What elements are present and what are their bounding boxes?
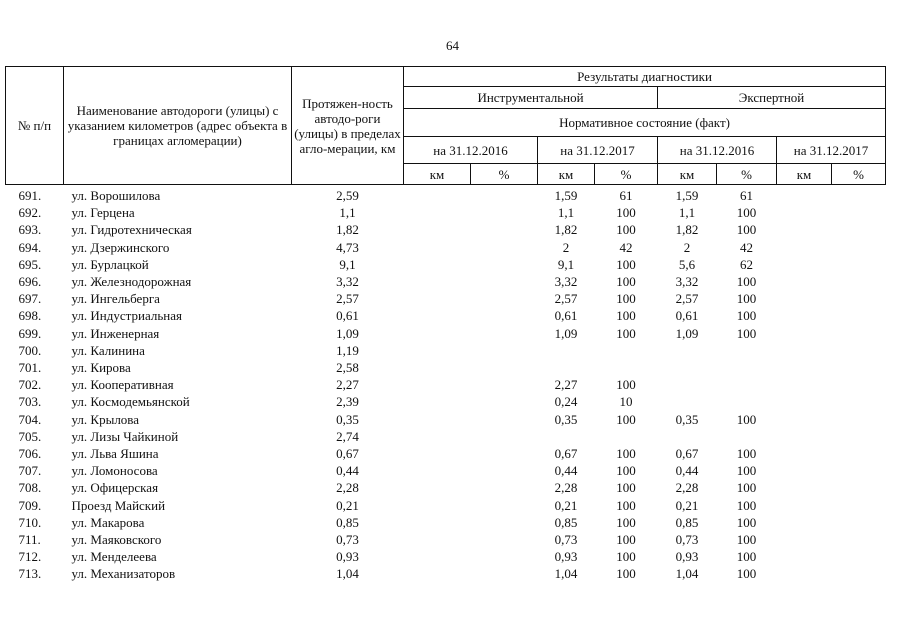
row-number: 704. <box>18 411 42 427</box>
expert-2017-km <box>777 445 832 462</box>
row-number: 708. <box>18 480 42 496</box>
row-number: 712. <box>18 549 42 565</box>
expert-2017-km <box>777 565 832 582</box>
road-length: 0,35 <box>336 411 359 427</box>
street-name: ул. Герцена <box>71 205 135 221</box>
expert-2016-pct: 100 <box>736 566 757 582</box>
row-number: 701. <box>18 360 42 376</box>
instr-2016-km <box>404 514 471 531</box>
table-row <box>6 531 886 548</box>
expert-2017-km <box>777 514 832 531</box>
road-length: 1,19 <box>336 342 359 358</box>
street-name: ул. Дзержинского <box>71 239 170 255</box>
expert-2017-km <box>777 411 832 428</box>
expert-2016-pct: 62 <box>740 256 753 272</box>
instr-2016-pct <box>471 185 538 205</box>
instr-2017-pct: 61 <box>619 188 633 203</box>
table-row <box>6 185 886 205</box>
instr-2017-km: 0,24 <box>554 394 578 410</box>
instr-2016-pct <box>471 428 538 445</box>
table-header <box>6 67 886 185</box>
street-name: ул. Кирова <box>71 360 131 376</box>
header-unit: км <box>538 164 595 185</box>
table-row <box>6 497 886 514</box>
road-length: 2,58 <box>336 360 359 376</box>
table-row <box>6 376 886 393</box>
expert-2017-pct <box>832 376 886 393</box>
road-length: 0,21 <box>336 497 359 513</box>
expert-2017-pct <box>832 445 886 462</box>
expert-2016-pct: 100 <box>736 446 757 462</box>
instr-2016-km <box>404 531 471 548</box>
instr-2016-pct <box>471 479 538 496</box>
row-number: 713. <box>18 566 42 582</box>
expert-2016-km: 0,21 <box>675 497 699 513</box>
instr-2016-km <box>404 273 471 290</box>
instr-2017-km: 2 <box>562 239 570 255</box>
instr-2017-km: 0,21 <box>554 497 578 513</box>
instr-2016-km <box>404 393 471 410</box>
expert-2017-pct <box>832 185 886 205</box>
street-name: ул. Механизаторов <box>71 566 176 582</box>
street-name: ул. Маяковского <box>71 532 162 548</box>
expert-2016-km <box>658 342 717 359</box>
expert-2016-km: 0,93 <box>675 549 699 565</box>
row-number: 699. <box>18 325 42 341</box>
table-row <box>6 428 886 445</box>
expert-2017-km <box>777 393 832 410</box>
road-length: 0,67 <box>336 446 359 462</box>
table-row <box>6 290 886 307</box>
expert-2017-pct <box>832 428 886 445</box>
expert-2016-km: 1,04 <box>675 566 699 582</box>
instr-2016-km <box>404 256 471 273</box>
instr-2017-km: 3,32 <box>554 274 578 290</box>
instr-2016-pct <box>471 221 538 238</box>
instr-2016-km <box>404 221 471 238</box>
instr-2016-km <box>404 428 471 445</box>
instr-2017-pct: 100 <box>616 411 636 427</box>
instr-2016-km <box>404 325 471 342</box>
row-number: 694. <box>18 239 42 255</box>
table-row <box>6 479 886 496</box>
instr-2017-pct: 100 <box>616 497 636 513</box>
instr-2017-km: 2,28 <box>554 480 578 496</box>
instr-2016-pct <box>471 359 538 376</box>
table-row <box>6 445 886 462</box>
row-number: 710. <box>18 514 42 530</box>
expert-2016-pct: 100 <box>736 205 757 221</box>
table-row <box>6 462 886 479</box>
instr-2016-km <box>404 445 471 462</box>
header-date: на 31.12.2016 <box>658 137 777 164</box>
instr-2017-pct <box>595 359 658 376</box>
expert-2016-km: 2,28 <box>675 480 699 496</box>
table-row <box>6 239 886 256</box>
instr-2017-pct: 100 <box>616 325 636 341</box>
expert-2017-km <box>777 462 832 479</box>
row-number: 703. <box>18 394 42 410</box>
instr-2017-pct: 100 <box>616 532 636 548</box>
expert-2016-km: 5,6 <box>678 256 696 272</box>
expert-2016-km <box>658 359 717 376</box>
row-number: 698. <box>18 308 42 324</box>
instr-2017-pct: 100 <box>616 566 636 582</box>
road-length: 0,44 <box>336 463 359 479</box>
instr-2016-pct <box>471 514 538 531</box>
instr-2017-km: 9,1 <box>557 256 575 272</box>
expert-2016-pct: 100 <box>736 549 757 565</box>
instr-2017-pct: 100 <box>616 514 636 530</box>
instr-2017-pct <box>595 428 658 445</box>
header-date: на 31.12.2017 <box>538 137 658 164</box>
expert-2017-pct <box>832 359 886 376</box>
instr-2016-pct <box>471 445 538 462</box>
header-expert: Экспертной <box>658 87 886 109</box>
expert-2017-pct <box>832 342 886 359</box>
expert-2016-km <box>658 376 717 393</box>
expert-2016-pct: 100 <box>736 325 757 341</box>
road-length: 9,1 <box>339 256 356 272</box>
instr-2016-km <box>404 479 471 496</box>
expert-2017-pct <box>832 239 886 256</box>
expert-2017-pct <box>832 221 886 238</box>
table-row <box>6 411 886 428</box>
header-unit: % <box>717 164 777 185</box>
street-name: ул. Гидротехническая <box>71 222 192 238</box>
road-length: 0,93 <box>336 549 359 565</box>
instr-2016-pct <box>471 204 538 221</box>
instr-2017-km: 0,85 <box>554 514 578 530</box>
expert-2017-km <box>777 221 832 238</box>
instr-2016-pct <box>471 307 538 324</box>
instr-2017-pct <box>595 342 658 359</box>
road-length: 0,61 <box>336 308 359 324</box>
street-name: ул. Калинина <box>71 342 145 358</box>
instr-2016-pct <box>471 393 538 410</box>
road-length: 2,74 <box>336 428 359 444</box>
header-unit: км <box>658 164 717 185</box>
expert-2016-pct: 100 <box>736 463 757 479</box>
expert-2016-km: 1,82 <box>675 222 699 238</box>
instr-2017-km: 1,59 <box>554 188 578 203</box>
expert-2017-pct <box>832 307 886 324</box>
instr-2016-pct <box>471 342 538 359</box>
page-number: 64 <box>446 38 459 53</box>
instr-2017-pct: 100 <box>616 222 636 238</box>
instr-2017-pct: 100 <box>616 205 636 221</box>
instr-2016-pct <box>471 290 538 307</box>
row-number: 697. <box>18 291 42 307</box>
table-row <box>6 273 886 290</box>
header-normative: Нормативное состояние (факт) <box>404 109 886 137</box>
road-length: 1,1 <box>339 205 356 221</box>
expert-2016-km: 2 <box>683 239 691 255</box>
expert-2017-pct <box>832 256 886 273</box>
instr-2017-km <box>538 342 595 359</box>
expert-2017-km <box>777 290 832 307</box>
street-name: Проезд Майский <box>71 497 166 513</box>
expert-2016-pct <box>717 428 777 445</box>
expert-2017-km <box>777 273 832 290</box>
street-name: ул. Ингельберга <box>71 291 160 307</box>
road-length: 2,28 <box>336 480 359 496</box>
expert-2017-km <box>777 239 832 256</box>
instr-2017-km <box>538 428 595 445</box>
expert-2017-km <box>777 531 832 548</box>
expert-2016-pct <box>717 342 777 359</box>
street-name: ул. Железнодорожная <box>71 274 192 290</box>
instr-2016-km <box>404 376 471 393</box>
row-number: 693. <box>18 222 42 238</box>
expert-2017-km <box>777 256 832 273</box>
expert-2016-km: 0,35 <box>675 411 699 427</box>
expert-2016-km <box>658 393 717 410</box>
instr-2016-pct <box>471 411 538 428</box>
diagnostics-table <box>5 66 886 583</box>
expert-2017-pct <box>832 497 886 514</box>
instr-2017-km: 0,93 <box>554 549 578 565</box>
table-row <box>6 565 886 582</box>
table-row <box>6 325 886 342</box>
expert-2016-pct: 100 <box>736 480 757 496</box>
road-length: 2,39 <box>336 394 359 410</box>
expert-2017-pct <box>832 290 886 307</box>
street-name: ул. Индустриальная <box>71 308 182 324</box>
instr-2017-km: 0,73 <box>554 532 578 548</box>
instr-2017-km: 0,35 <box>554 411 578 427</box>
instr-2017-pct: 100 <box>616 463 636 479</box>
table-row <box>6 359 886 376</box>
instr-2016-km <box>404 359 471 376</box>
header-instrumental: Инструментальной <box>404 87 658 109</box>
header-date: на 31.12.2017 <box>777 137 886 164</box>
table-body <box>6 185 886 583</box>
row-number: 695. <box>18 256 42 272</box>
table-row <box>6 204 886 221</box>
street-name: ул. Крылова <box>71 411 140 427</box>
expert-2017-km <box>777 548 832 565</box>
instr-2017-pct: 100 <box>616 308 636 324</box>
row-number: 691. <box>18 188 42 203</box>
row-number: 702. <box>18 377 42 393</box>
header-unit: % <box>471 164 538 185</box>
instr-2016-pct <box>471 325 538 342</box>
street-name: ул. Ломоносова <box>71 463 158 479</box>
instr-2017-km: 0,61 <box>554 308 578 324</box>
header-length: Протяжен-ность автодо-роги (улицы) в пределах агло-мерации, км <box>292 67 404 185</box>
expert-2016-pct: 100 <box>736 411 757 427</box>
expert-2016-km: 2,57 <box>675 291 699 307</box>
header-unit: км <box>404 164 471 185</box>
row-number: 700. <box>18 342 42 358</box>
expert-2016-km: 1,1 <box>678 205 696 221</box>
street-name: ул. Менделеева <box>71 549 157 565</box>
street-name: ул. Кооперативная <box>71 377 174 393</box>
expert-2016-km: 1,09 <box>675 325 699 341</box>
instr-2017-pct: 100 <box>616 446 636 462</box>
street-name: ул. Космодемьянской <box>71 394 190 410</box>
street-name: ул. Макарова <box>71 514 145 530</box>
expert-2016-pct: 61 <box>740 188 753 203</box>
instr-2017-km: 2,27 <box>554 377 578 393</box>
row-number: 706. <box>18 446 42 462</box>
instr-2016-pct <box>471 497 538 514</box>
expert-2017-km <box>777 497 832 514</box>
expert-2017-pct <box>832 325 886 342</box>
header-num: № п/п <box>6 67 64 185</box>
expert-2017-km <box>777 185 832 205</box>
expert-2017-km <box>777 479 832 496</box>
expert-2017-pct <box>832 565 886 582</box>
instr-2016-km <box>404 497 471 514</box>
street-name: ул. Лизы Чайкиной <box>71 428 179 444</box>
road-length: 2,59 <box>336 188 359 203</box>
expert-2016-km: 0,85 <box>675 514 699 530</box>
table-row <box>6 256 886 273</box>
instr-2017-km: 1,82 <box>554 222 578 238</box>
table-row <box>6 548 886 565</box>
expert-2016-pct: 100 <box>736 274 757 290</box>
road-length: 1,04 <box>336 566 359 582</box>
header-date: на 31.12.2016 <box>404 137 538 164</box>
expert-2016-pct: 100 <box>736 497 757 513</box>
street-name: ул. Ворошилова <box>71 188 161 203</box>
header-name: Наименование автодороги (улицы) с указанием километров (адрес объекта в границах агломерации) <box>64 67 292 185</box>
instr-2017-pct: 100 <box>616 377 636 393</box>
instr-2016-km <box>404 462 471 479</box>
expert-2017-km <box>777 359 832 376</box>
instr-2016-pct <box>471 256 538 273</box>
instr-2017-pct: 10 <box>619 394 633 410</box>
row-number: 692. <box>18 205 42 221</box>
expert-2017-pct <box>832 531 886 548</box>
instr-2016-km <box>404 185 471 205</box>
row-number: 709. <box>18 497 42 513</box>
expert-2017-km <box>777 307 832 324</box>
expert-2017-km <box>777 325 832 342</box>
street-name: ул. Инженерная <box>71 325 160 341</box>
instr-2016-km <box>404 307 471 324</box>
table-row <box>6 342 886 359</box>
header-results: Результаты диагностики <box>404 67 886 87</box>
road-length: 1,09 <box>336 325 359 341</box>
expert-2017-km <box>777 376 832 393</box>
expert-2017-pct <box>832 479 886 496</box>
expert-2016-pct <box>717 359 777 376</box>
instr-2016-km <box>404 239 471 256</box>
instr-2017-km: 2,57 <box>554 291 578 307</box>
table-row <box>6 514 886 531</box>
expert-2017-km <box>777 342 832 359</box>
header-unit: % <box>832 164 886 185</box>
instr-2016-km <box>404 565 471 582</box>
expert-2016-km <box>658 428 717 445</box>
expert-2016-km: 0,67 <box>675 446 699 462</box>
instr-2017-km: 1,1 <box>557 205 575 221</box>
expert-2016-km: 0,61 <box>675 308 699 324</box>
instr-2017-pct: 100 <box>616 480 636 496</box>
header-unit: км <box>777 164 832 185</box>
expert-2017-pct <box>832 204 886 221</box>
instr-2017-km: 1,04 <box>554 566 578 582</box>
instr-2016-pct <box>471 376 538 393</box>
table-row <box>6 221 886 238</box>
instr-2016-pct <box>471 565 538 582</box>
instr-2016-pct <box>471 273 538 290</box>
road-length: 0,73 <box>336 532 359 548</box>
instr-2016-km <box>404 548 471 565</box>
expert-2016-km: 1,59 <box>675 188 699 203</box>
instr-2016-km <box>404 411 471 428</box>
road-length: 0,85 <box>336 514 359 530</box>
expert-2016-pct <box>717 376 777 393</box>
expert-2017-pct <box>832 548 886 565</box>
instr-2017-pct: 100 <box>616 291 636 307</box>
expert-2016-pct: 42 <box>740 239 753 255</box>
instr-2017-km <box>538 359 595 376</box>
instr-2017-pct: 100 <box>616 549 636 565</box>
expert-2016-pct: 100 <box>736 514 757 530</box>
row-number: 707. <box>18 463 42 479</box>
expert-2017-km <box>777 428 832 445</box>
instr-2017-km: 0,67 <box>554 446 578 462</box>
instr-2017-pct: 42 <box>619 239 633 255</box>
expert-2016-pct: 100 <box>736 222 757 238</box>
header-unit: % <box>595 164 658 185</box>
instr-2017-pct: 100 <box>616 274 636 290</box>
instr-2016-km <box>404 204 471 221</box>
road-length: 4,73 <box>336 239 359 255</box>
expert-2017-pct <box>832 393 886 410</box>
instr-2017-km: 0,44 <box>554 463 578 479</box>
expert-2017-pct <box>832 411 886 428</box>
row-number: 705. <box>18 428 42 444</box>
instr-2017-pct: 100 <box>616 256 636 272</box>
expert-2016-km: 0,44 <box>675 463 699 479</box>
expert-2017-pct <box>832 514 886 531</box>
expert-2016-pct <box>717 393 777 410</box>
row-number: 711. <box>18 532 41 548</box>
instr-2016-pct <box>471 548 538 565</box>
expert-2016-pct: 100 <box>736 308 757 324</box>
road-length: 3,32 <box>336 274 359 290</box>
expert-2016-pct: 100 <box>736 532 757 548</box>
expert-2016-km: 0,73 <box>675 532 699 548</box>
instr-2016-pct <box>471 462 538 479</box>
instr-2017-km: 1,09 <box>554 325 578 341</box>
instr-2016-pct <box>471 239 538 256</box>
expert-2017-km <box>777 204 832 221</box>
expert-2017-pct <box>832 273 886 290</box>
instr-2016-pct <box>471 531 538 548</box>
expert-2016-pct: 100 <box>736 291 757 307</box>
street-name: ул. Офицерская <box>71 480 159 496</box>
row-number: 696. <box>18 274 42 290</box>
instr-2016-km <box>404 290 471 307</box>
road-length: 2,57 <box>336 291 359 307</box>
table-row <box>6 393 886 410</box>
instr-2016-km <box>404 342 471 359</box>
road-length: 2,27 <box>336 377 359 393</box>
street-name: ул. Льва Яшина <box>71 446 159 462</box>
expert-2016-km: 3,32 <box>675 274 699 290</box>
expert-2017-pct <box>832 462 886 479</box>
street-name: ул. Бурлацкой <box>71 256 149 272</box>
road-length: 1,82 <box>336 222 359 238</box>
table-row <box>6 307 886 324</box>
